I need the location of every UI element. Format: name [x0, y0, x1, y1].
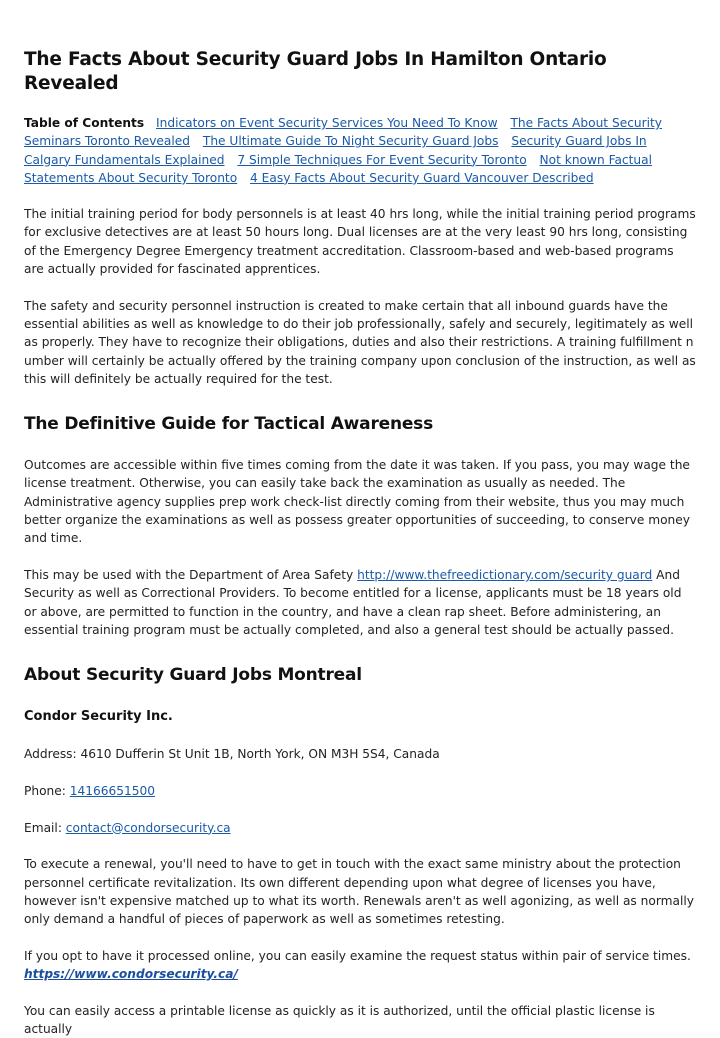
company-address: Address: 4610 Dufferin St Unit 1B, North York, ON M3H 5S4, Canada: [24, 747, 440, 762]
section2-paragraph-2: [24, 947, 696, 984]
condor-website-link[interactable]: https://www.condorsecurity.ca/: [24, 966, 238, 981]
toc-link-2[interactable]: The Facts About Security Seminars Toronto Revealed: [24, 116, 663, 149]
section2-p2-text: If you opt to have it processed online, you can easily examine the request status within pair of service times.: [24, 948, 691, 963]
dictionary-link[interactable]: http://www.thefreedictionary.com/security guard: [357, 567, 653, 582]
intro-paragraph-1: The initial training period for body personnels is at least 40 hrs long, while the initial training period programs for exclusive detectives are at least 50 hours long. Dual licenses are at the very least 90 hrs long, consisting of the Emergency Degree Emergency treatment accreditation. Classroom-based and web-based programs are actually provided for fascinated apprentices.: [24, 207, 696, 277]
toc-link-4[interactable]: Security Guard Jobs In Calgary Fundamentals Explained: [24, 134, 647, 167]
section1-paragraph-1: Outcomes are accessible within five times coming from the date it was taken. If you pass, you may wage the license treatment. Otherwise, you can easily take back the examination as usually as needed. The Administrative agency supplies prep work check-list directly coming from their website, thus you may much better organize the examinations as well as possess greater opportunities of succeeding, to conserve money and time.: [24, 458, 690, 546]
toc-link-3[interactable]: The Ultimate Guide To Night Security Guard Jobs: [202, 134, 499, 149]
email-link[interactable]: contact@condorsecurity.ca: [65, 820, 231, 835]
section1-p2-text-before: This may be used with the Department of Area Safety: [24, 567, 358, 582]
section2-paragraph-1: To execute a renewal, you'll need to have to get in touch with the exact same ministry about the protection personnel certificate revitalization. Its own different depending upon what degree of licenses you have, however isn't expensive matched up to what its worth. Renewals aren't as well agonizing, as well as normally only demand a handful of pieces of paperwork as well as sometimes retesting.: [24, 857, 694, 927]
phone-label: Phone:: [24, 784, 70, 799]
page-title: The Facts About Security Guard Jobs In Hamilton Ontario Revealed: [24, 49, 607, 94]
email-label: Email:: [24, 820, 66, 835]
toc-link-7[interactable]: 4 Easy Facts About Security Guard Vancouver Described: [250, 170, 594, 185]
section1-paragraph-2: [24, 566, 696, 639]
table-of-contents: [24, 114, 696, 187]
intro-paragraph-2: The safety and security personnel instruction is created to make certain that all inbound guards have the essential abilities as well as knowledge to do their job professionally, safely and securely, legitimately as well as properly. They have to recognize their obligations, duties and also their restrictions. A training fulfillment n umber will certainly be actually offered by the training company upon conclusion of the instruction, as well as this will definitely be actually required for the test.: [24, 298, 696, 386]
company-name: Condor Security Inc.: [24, 709, 173, 725]
toc-label: Table of Contents: [24, 116, 145, 130]
toc-link-1[interactable]: Indicators on Event Security Services You Need To Know: [156, 116, 498, 130]
company-phone: [24, 782, 696, 800]
toc-link-6[interactable]: Not known Factual Statements About Security Toronto: [24, 152, 652, 185]
toc-link-5[interactable]: 7 Simple Techniques For Event Security Toronto: [237, 152, 527, 167]
section-heading-montreal: About Security Guard Jobs Montreal: [24, 665, 362, 686]
company-email: [24, 819, 696, 837]
section-heading-tactical: The Definitive Guide for Tactical Awareness: [24, 414, 434, 435]
section1-p2-text-after: And Security as well as Correctional Providers. To become entitled for a license, applicants must be 18 years old or above, are permitted to function in the country, and have a clean rap sheet. Before administering, an essential training program must be actually completed, and also a general test should be actually passed.: [24, 567, 682, 637]
phone-link[interactable]: 14166651500: [69, 784, 156, 799]
section2-paragraph-3: You can easily access a printable license as quickly as it is authorized, until the official plastic license is actually: [24, 1003, 655, 1036]
